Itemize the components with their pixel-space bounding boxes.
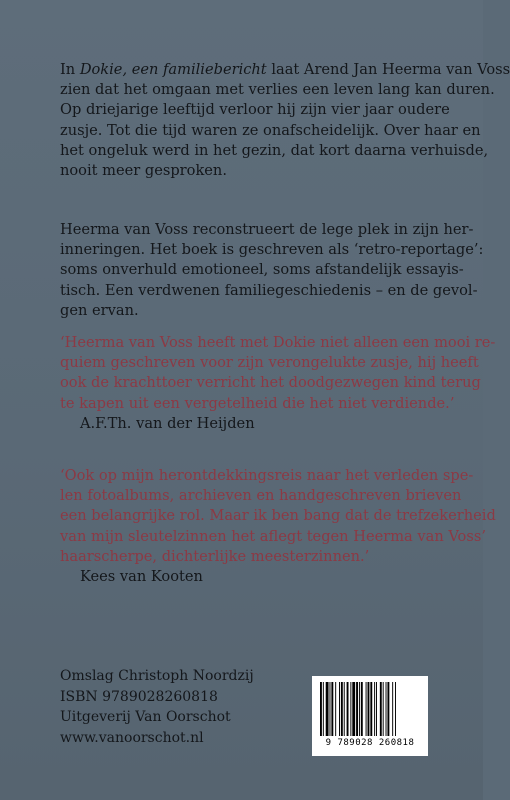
barcode-bar: [323, 682, 324, 736]
blurb-line: In Dokie, een familiebericht laat Arend Jan Heerma van Voss: [60, 61, 510, 78]
barcode-bar: [368, 682, 370, 736]
quote-line: haarscherpe, dichterlijke meesterzinnen.’: [60, 547, 370, 565]
barcode-number: 9 789028 260818: [325, 738, 415, 748]
review-quote-1: [60, 333, 496, 434]
quote-line: quiem geschreven voor zijn verongelukte zusje, hij heeft: [60, 354, 479, 372]
isbn: ISBN 9789028260818: [60, 688, 218, 705]
barcode-bar: [366, 682, 367, 736]
publisher: Uitgeverij Van Oorschot: [60, 709, 231, 726]
barcode-bar: [395, 682, 396, 736]
barcode-bar: [350, 682, 351, 736]
blurb-line: het ongeluk werd in het gezin, dat kort daarna verhuisde,: [60, 141, 489, 159]
blurb-line: Op driejarige leeftijd verloor hij zijn vier jaar oudere: [60, 101, 450, 119]
cover-credit: Omslag Christoph Noordzij: [60, 668, 254, 684]
barcode-bar: [359, 682, 360, 736]
blurb-paragraph-2: [60, 220, 484, 321]
website-link[interactable]: www.vanoorschot.nl: [60, 729, 204, 746]
quote-line: len fotoalbums, archieven en handgeschreven brieven: [60, 487, 462, 505]
barcode-bar: [387, 682, 389, 736]
barcode-bar: [356, 682, 358, 736]
barcode-bar: [376, 682, 377, 736]
blurb-line: zusje. Tot die tijd waren ze onafscheidelijk. Over haar en: [60, 121, 481, 139]
barcode-bar: [361, 682, 363, 736]
barcode-bar: [331, 682, 333, 736]
barcode-bar: [339, 682, 340, 736]
barcode-bar: [392, 682, 393, 736]
quote-author: Kees van Kooten: [80, 568, 203, 586]
barcode-bars: [318, 682, 422, 736]
blurb-line: soms onverhuld emotioneel, soms afstandelijk essayis-: [60, 261, 464, 279]
quote-line: te kapen uit een vergetelheid die het niet verdiende.’: [60, 394, 455, 412]
barcode-bar: [341, 682, 343, 736]
barcode-bar: [320, 682, 322, 736]
barcode-bar: [383, 682, 384, 736]
review-quote-2: [60, 466, 496, 587]
barcode-bar: [374, 682, 375, 736]
blurb-line: inneringen. Het boek is geschreven als ‘retro-reportage’:: [60, 241, 484, 259]
quote-line: ook de krachttoer verricht het doodgezwegen kind terug: [60, 374, 481, 392]
barcode-bar: [386, 682, 387, 736]
quote-author: A.F.Th. van der Heijden: [80, 414, 255, 432]
blurb-line: tisch. Een verdwenen familiegeschiedenis – en de gevol-: [60, 281, 478, 299]
quote-line: van mijn sleutelzinnen het aflegt tegen Heerma van Voss’: [60, 527, 486, 545]
barcode-bar: [352, 682, 355, 736]
barcode-bar: [380, 682, 382, 736]
barcode-bar: [344, 682, 345, 736]
blurb-paragraph-1: [60, 60, 510, 181]
colophon: [60, 666, 254, 748]
quote-line: een belangrijke rol. Maar ik ben bang dat de trefzekerheid: [60, 507, 496, 525]
blurb-line: nooit meer gesproken.: [60, 162, 227, 180]
barcode-bar: [347, 682, 349, 736]
quote-line: ‘Ook op mijn herontdekkingsreis naar het verleden spe-: [60, 467, 474, 484]
barcode-bar: [330, 682, 331, 736]
barcode-bar: [370, 682, 372, 736]
barcode-bar: [326, 682, 329, 736]
quote-line: ‘Heerma van Voss heeft met Dokie niet alleen een mooi re-: [60, 334, 496, 351]
blurb-line: gen ervan.: [60, 301, 139, 319]
book-title: Dokie, een familiebericht: [79, 61, 267, 78]
barcode-bar: [335, 682, 336, 736]
isbn-barcode: [312, 676, 428, 756]
blurb-line: Heerma van Voss reconstrueert de lege plek in zijn her-: [60, 221, 474, 238]
blurb-line: zien dat het omgaan met verlies een leven lang kan duren.: [60, 81, 495, 99]
